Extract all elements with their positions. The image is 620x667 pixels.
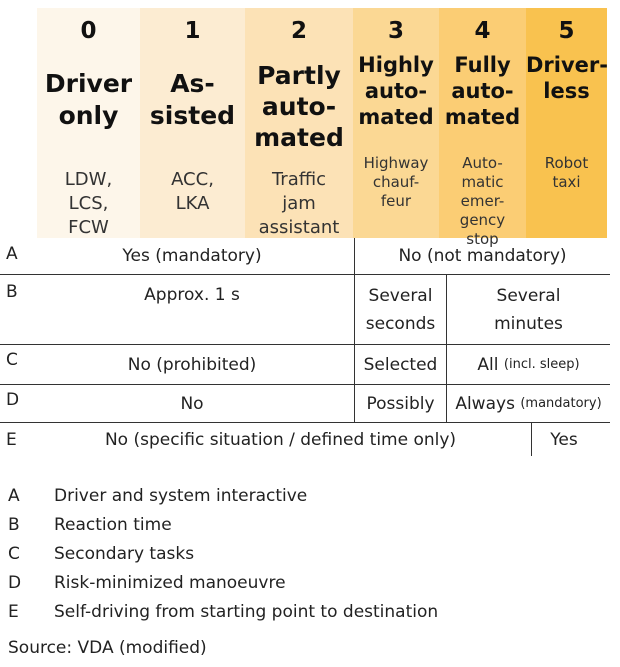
row-d-level3-cell: Possibly xyxy=(366,393,435,414)
legend-item xyxy=(8,486,608,514)
legend-letter: A xyxy=(8,486,20,506)
level-5-number: 5 xyxy=(558,18,575,44)
legend-letter: D xyxy=(8,573,22,593)
row-c-level3-cell: Selected xyxy=(363,354,438,375)
row-d-label: D xyxy=(6,390,20,410)
level-0-name: Driver only xyxy=(44,69,133,130)
level-5-examples: Robot taxi xyxy=(544,154,589,191)
row-c-level45-cell xyxy=(447,345,610,384)
level-2-examples: Traffic jam assistant xyxy=(258,169,340,238)
level-3-name: Highly auto- mated xyxy=(358,53,434,129)
row-b-level45-cell: Several minutes xyxy=(494,285,563,334)
level-2-column xyxy=(245,8,353,238)
row-d-level45-main: Always xyxy=(455,393,515,414)
legend-letter: C xyxy=(8,544,20,564)
row-c-manual-cell: No (prohibited) xyxy=(127,354,257,375)
level-5-column xyxy=(526,8,607,238)
row-e-level5-cell: Yes xyxy=(550,430,578,450)
row-b-level3-cell: Several seconds xyxy=(365,285,436,334)
level-4-column xyxy=(439,8,526,248)
level-1-name: As- sisted xyxy=(149,69,236,130)
legend-letter: B xyxy=(8,515,20,535)
level-4-name: Fully auto- mated xyxy=(444,53,521,129)
level-3-number: 3 xyxy=(387,18,404,44)
legend-text: Risk-minimized manoeuvre xyxy=(54,573,286,593)
legend-letter: E xyxy=(8,602,19,622)
source-note: Source: VDA (modified) xyxy=(8,638,207,658)
level-3-column xyxy=(353,8,439,238)
level-0-column xyxy=(37,8,140,238)
legend-item xyxy=(8,544,608,572)
row-e-level0-4-cell: No (specific situation / defined time only) xyxy=(104,430,457,450)
level-2-number: 2 xyxy=(290,18,307,44)
row-d-level45-cell xyxy=(447,385,610,422)
level-1-number: 1 xyxy=(184,18,201,44)
level-1-examples: ACC, LKA xyxy=(171,169,214,214)
row-a-automated-cell: No (not mandatory) xyxy=(398,246,567,266)
row-d-manual-cell: No xyxy=(180,393,204,414)
row-e-label: E xyxy=(6,430,17,450)
level-4-examples: Auto- matic emer- gency stop xyxy=(459,154,506,248)
level-0-examples: LDW, LCS, FCW xyxy=(64,169,113,238)
row-b-manual-cell: Approx. 1 s xyxy=(144,285,240,305)
level-5-name: Driver- less xyxy=(526,53,608,103)
criteria-grid xyxy=(0,238,620,458)
legend-text: Reaction time xyxy=(54,515,172,535)
legend-text: Secondary tasks xyxy=(54,544,195,564)
level-1-column xyxy=(140,8,245,238)
row-b-label: B xyxy=(6,282,18,302)
row-d-level45-note: (mandatory) xyxy=(520,395,602,411)
level-0-number: 0 xyxy=(80,18,97,44)
legend-item xyxy=(8,515,608,543)
legend-text: Driver and system interactive xyxy=(54,486,308,506)
row-a-manual-cell: Yes (mandatory) xyxy=(122,246,262,266)
row-c-label: C xyxy=(6,350,18,370)
row-a-label: A xyxy=(6,244,18,264)
level-3-examples: Highway chauf- feur xyxy=(363,154,429,210)
level-2-name: Partly auto- mated xyxy=(254,61,344,152)
legend-item xyxy=(8,573,608,601)
legend-text: Self-driving from starting point to destination xyxy=(54,602,439,622)
level-4-number: 4 xyxy=(474,18,491,44)
legend-item xyxy=(8,602,608,630)
row-c-level45-note: (incl. sleep) xyxy=(503,356,580,372)
row-c-level45-main: All xyxy=(477,354,499,375)
